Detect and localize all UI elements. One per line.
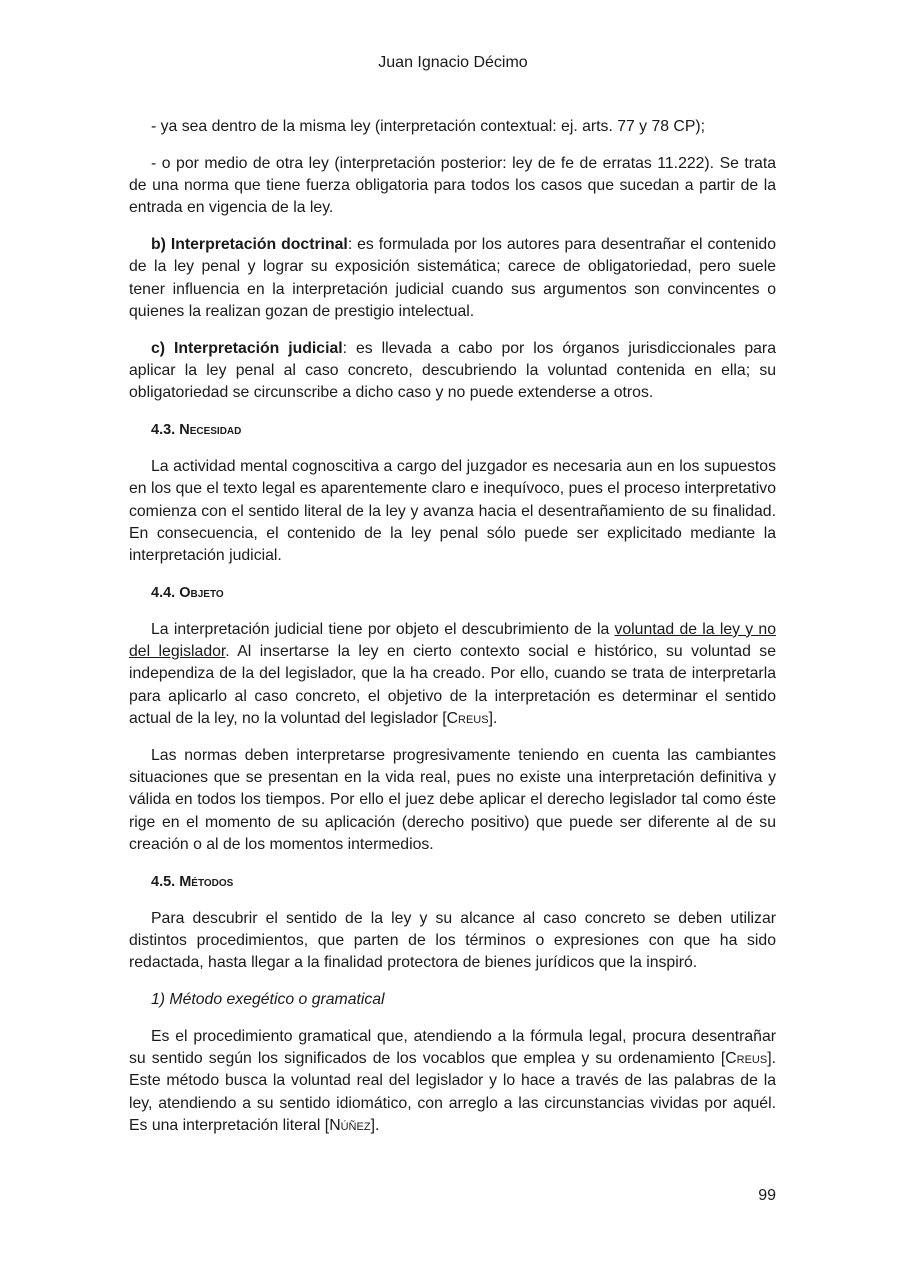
paragraph — [129, 234, 776, 323]
paragraph-text: . Al insertarse la ley en cierto contexto social e histórico, su voluntad se independiza de la del legislador, que la ha creado. Por ello, cuando se trata de interpretarla para aplicarlo al caso concreto, el objetivo de la interpretación es determinar el sentido actual de la ley, no la voluntad del legislador [ — [129, 643, 776, 728]
citation: Creus — [446, 710, 489, 728]
section-number: 4.5. — [151, 873, 180, 890]
paragraph: Las normas deben interpretarse progresivamente teniendo en cuenta las cambiantes situaciones que se presentan en la vida real, pues no existe una interpretación definitiva y válida en todos los tiempos. Por ello el juez debe aplicar el derecho legislador tal como éste rige en el momento de su aplicación (derecho positivo) que puede ser diferente al de su creación o al de los momentos intermedios. — [129, 746, 776, 854]
citation: Creus — [725, 1050, 768, 1068]
term-heading: b) Interpretación doctrinal — [151, 236, 348, 254]
subheading: 1) Método exegético o gramatical — [151, 991, 385, 1008]
paragraph — [129, 1026, 776, 1137]
paragraph-text: : es formulada por los autores para desentrañar el contenido de la ley penal y lograr su exposición sistemática; carece de obligatoriedad, pero suele tener influencia en la interpretación judicial cuando sus argumentos son convincentes o quienes la realizan gozan de prestigio intelectual. — [129, 236, 776, 321]
paragraph-text: ]. Este método busca la voluntad real del legislador y lo hace a través de las palabras de la ley, atendiendo a su sentido idiomático, con arreglo a las circunstancias vividas por aquél. Es una interpretación literal [ — [129, 1050, 776, 1134]
section-heading-4-4 — [129, 582, 776, 604]
paragraph — [129, 338, 776, 405]
citation: Núñez — [329, 1116, 371, 1134]
paragraph: - ya sea dentro de la misma ley (interpretación contextual: ej. arts. 77 y 78 CP); — [151, 118, 706, 135]
paragraph: - o por medio de otra ley (interpretación posterior: ley de fe de erratas 11.222). Se trata de una norma que tiene fuerza obligatoria para todos los casos que sucedan a partir de la entrada en vigencia de la ley. — [129, 154, 776, 217]
underlined-text: voluntad de la ley y no del legislador — [129, 620, 776, 661]
section-number: 4.3. — [151, 422, 180, 439]
running-header: Juan Ignacio Décimo — [378, 54, 528, 71]
paragraph-text: ]. — [488, 710, 498, 728]
page-number: 99 — [758, 1187, 776, 1204]
section-number: 4.4. — [151, 585, 180, 602]
section-title: Necesidad — [179, 422, 242, 439]
section-title: Objeto — [179, 585, 224, 602]
body-text — [129, 116, 776, 1152]
section-title: Métodos — [179, 873, 234, 890]
paragraph-text: : es llevada a cabo por los órganos jurisdiccionales para aplicar la ley penal al caso concreto, descubriendo la voluntad contenida en ella; su obligatoriedad se circunscribe a dicho caso y no puede extenderse a otros. — [129, 339, 776, 402]
paragraph — [129, 619, 776, 730]
section-heading-4-5 — [129, 871, 776, 893]
section-heading-4-3 — [129, 419, 776, 441]
paragraph-text: La interpretación judicial tiene por objeto el descubrimiento de la — [151, 620, 615, 638]
paragraph-text: ]. — [370, 1116, 380, 1134]
paragraph: Para descubrir el sentido de la ley y su alcance al caso concreto se deben utilizar distintos procedimientos, que parten de los términos o expresiones con que ha sido redactada, hasta llegar a la finalidad protectora de bienes jurídicos que la inspiró. — [129, 909, 776, 972]
paragraph-text: Es el procedimiento gramatical que, atendiendo a la fórmula legal, procura desentrañar su sentido según los significados de los vocablos que emplea y su ordenamiento [ — [129, 1027, 776, 1068]
paragraph: La actividad mental cognoscitiva a cargo del juzgador es necesaria aun en los supuestos en los que el texto legal es aparentemente claro e inequívoco, pues el proceso interpretativo comienza con el sentido literal de la ley y avanza hacia el desentrañamiento de su finalidad. En consecuencia, el contenido de la ley penal sólo puede ser explicitado mediante la interpretación judicial. — [129, 458, 776, 565]
term-heading: c) Interpretación judicial — [151, 339, 343, 357]
